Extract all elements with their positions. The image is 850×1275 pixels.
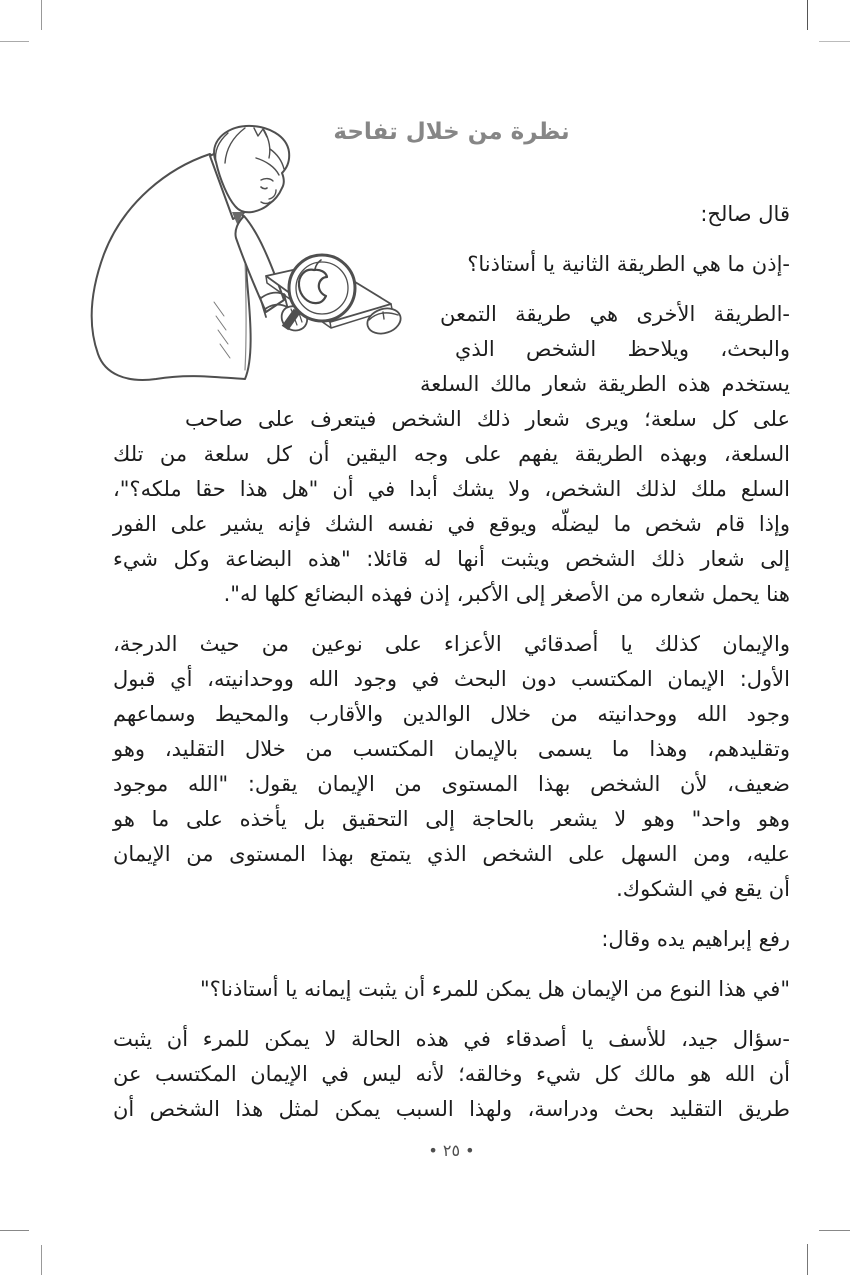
- paragraph: [113, 1022, 790, 1127]
- paragraph: [113, 297, 790, 612]
- text-line: رفع إبراهيم يده وقال:: [601, 927, 790, 951]
- text-line: وهو واحد" وهو لا يشعر بالحاجة إلى التحقيق بل يأخذه على ما هو: [113, 807, 790, 831]
- crop-mark-top-right-horizontal: [819, 41, 850, 42]
- text-line: ضعيف، لأن الشخص بهذا المستوى من الإيمان يقول: "الله موجود: [113, 772, 790, 796]
- text-line: -إذن ما هي الطريقة الثانية يا أستاذنا؟: [467, 252, 790, 276]
- text-line: عليه، ومن السهل على الشخص الذي يتمتع بهذا المستوى من الإيمان: [113, 842, 790, 866]
- text-line: هنا يحمل شعاره من الأصغر إلى الأكبر، إذن فهذه البضائع كلها له".: [223, 582, 790, 606]
- text-line: "في هذا النوع من الإيمان هل يمكن للمرء أن يثبت إيمانه يا أستاذنا؟": [199, 977, 790, 1001]
- paragraph: [113, 627, 790, 907]
- text-line: أن الله هو مالك كل شيء وخالقه؛ لأنه ليس في الإيمان المكتسب عن: [113, 1062, 790, 1086]
- text-line: السلع ملك لذلك الشخص، ولا يشك أبدا في أن "هل هذا حقا ملكه؟"،: [113, 477, 790, 501]
- crop-mark-top-left-vertical: [41, 0, 42, 30]
- text-line: قال صالح:: [700, 202, 790, 226]
- crop-mark-top-left-horizontal: [0, 41, 29, 42]
- body-text: [113, 197, 790, 1142]
- text-line: الأول: الإيمان المكتسب دون البحث في وجود الله ووحدانيته، أي قبول: [113, 667, 790, 691]
- chapter-title: نظرة من خلال تفاحة: [333, 119, 570, 145]
- crop-mark-bottom-right-vertical: [807, 1244, 808, 1275]
- text-line: إلى شعار ذلك الشخص ويثبت أنها له قائلا: "هذه البضاعة وكل شيء: [113, 547, 790, 571]
- paragraph: [113, 197, 790, 232]
- text-line: والبحث، ويلاحظ الشخص الذي: [455, 337, 790, 361]
- text-line: السلعة، وبهذه الطريقة يفهم على وجه اليقين أن كل سلعة من تلك: [113, 442, 790, 466]
- paragraph: [113, 972, 790, 1007]
- text-line: على كل سلعة؛ ويرى شعار ذلك الشخص فيتعرف على صاحب: [185, 407, 790, 431]
- crop-mark-bottom-right-horizontal: [819, 1230, 850, 1231]
- crop-mark-bottom-left-vertical: [41, 1245, 42, 1275]
- text-line: وتقليدهم، وهذا ما يسمى بالإيمان المكتسب من خلال التقليد، وهو: [113, 737, 790, 761]
- text-line: يستخدم هذه الطريقة شعار مالك السلعة: [420, 372, 790, 396]
- text-line: أن يقع في الشكوك.: [616, 877, 790, 901]
- text-line: والإيمان كذلك يا أصدقائي الأعزاء على نوعين من حيث الدرجة،: [113, 632, 790, 656]
- page-number: • ٢٥ •: [428, 1141, 475, 1160]
- paragraph: [113, 247, 790, 282]
- crop-mark-top-right-vertical: [807, 0, 808, 30]
- text-line: -سؤال جيد، للأسف يا أصدقاء في هذه الحالة لا يمكن للمرء أن يثبت: [113, 1027, 790, 1051]
- text-line: طريق التقليد بحث ودراسة، ولهذا السبب يمكن لمثل هذا الشخص أن: [113, 1097, 790, 1121]
- text-line: وجود الله ووحدانيته من خلال الوالدين والأقارب والمحيط وسماعهم: [113, 702, 790, 726]
- paragraph: [113, 922, 790, 957]
- crop-mark-bottom-left-horizontal: [0, 1230, 29, 1231]
- text-line: -الطريقة الأخرى هي طريقة التمعن: [440, 302, 790, 326]
- text-line: وإذا قام شخص ما ليضلّه ويوقع في نفسه الشك فإنه يشير على الفور: [113, 512, 790, 536]
